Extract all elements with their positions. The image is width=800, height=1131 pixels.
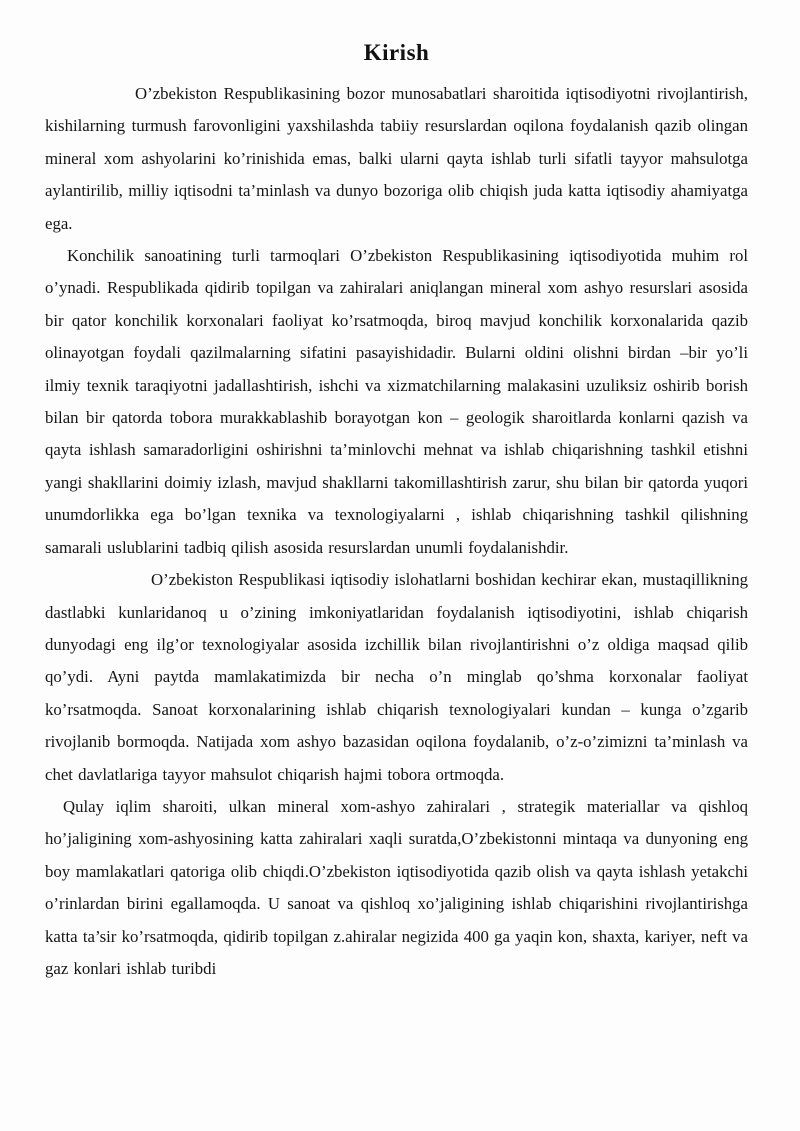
paragraph-intro: O’zbekiston Respublikasining bozor munosabatlari sharoitida iqtisodiyotni rivojlantirish, kishilarning turmush farovonligini yaxshilashda tabiiy resurslardan oqilona foydalanish qazib olingan mineral xom ashyolarini ko’rinishida emas, balki ularni qayta ishlab turli sifatli tayyor mahsulotga aylantirilib, milliy iqtisodni ta’minlash va dunyo bozoriga olib chiqish juda katta iqtisodiy ahamiyatga ega. (45, 84, 748, 233)
paragraph-economic-reforms: O’zbekiston Respublikasi iqtisodiy islohatlarni boshidan kechirar ekan, mustaqillikning dastlabki kunlaridanoq u o’zining imkoniyatlaridan foydalanish iqtisodiyotini, ishlab chiqarish dunyodagi eng ilg’or texnologiyalar asosida izchillik bilan rivojlantirishni o’z oldiga maqsad qilib qo’ydi. Ayni paytda mamlakatimizda bir necha o’n minglab qo’shma korxonalar faoliyat ko’rsatmoqda. Sanoat korxonalarining ishlab chiqarish texnologiyalari kundan – kunga o’zgarib rivojlanib bormoqda. Natijada xom ashyo bazasidan oqilona foydalanib, o’z-o’zimizni ta’minlash va chet davlatlariga tayyor mahsulot chiqarish hajmi tobora ortmoqda. (45, 570, 748, 784)
paragraph-resources: Qulay iqlim sharoiti, ulkan mineral xom-ashyo zahiralari , strategik materiallar va qishloq ho’jaligining xom-ashyosining katta zahiralari xaqli suratda,O’zbekistonni mintaqa va dunyoning eng boy mamlakatlari qatoriga olib chiqdi.O’zbekiston iqtisodiyotida qazib olish va qayta ishlash yetakchi o’rinlardan birini egallamoqda. U sanoat va qishloq xo’jaligining ishlab chiqarishini rivojlantirishga katta ta’sir ko’rsatmoqda, qidirib topilgan z.ahiralar negizida 400 ga yaqin kon, shaxta, kariyer, neft va gaz konlari ishlab turibdi (45, 796, 748, 978)
page-title: Kirish (363, 40, 430, 65)
paragraph-mining-industry: Konchilik sanoatining turli tarmoqlari O’zbekiston Respublikasining iqtisodiyotida muhim rol o’ynadi. Respublikada qidirib topilgan va zahiralari aniqlangan mineral xom ashyo resurslari asosida bir qator konchilik korxonalari faoliyat ko’rsatmoqda, biroq mavjud konchilik korxonalarida qazib olinayotgan foydali qazilmalarning sifatini pasayishidadir. Bularni oldini olishni birdan –bir yo’li ilmiy texnik taraqiyotni jadallashtirish, ishchi va xizmatchilarning malakasini uzuliksiz oshirib borish bilan bir qatorda tobora murakkablashib borayotgan kon – geologik sharoitlarda konlarni qazish va qayta ishlash samaradorligini oshirishni ta’minlovchi mehnat va ishlab chiqarishning tashkil etishni yangi shakllarini doimiy izlash, mavjud shakllarni takomillashtirish zarur, shu bilan bir qatorda yuqori unumdorlikka ega bo’lgan texnika va texnologiyalarni , ishlab chiqarishning tashkil qilishning samarali uslublarini tadbiq qilish asosida resurslardan unumli foydalanishdir. (45, 246, 748, 557)
